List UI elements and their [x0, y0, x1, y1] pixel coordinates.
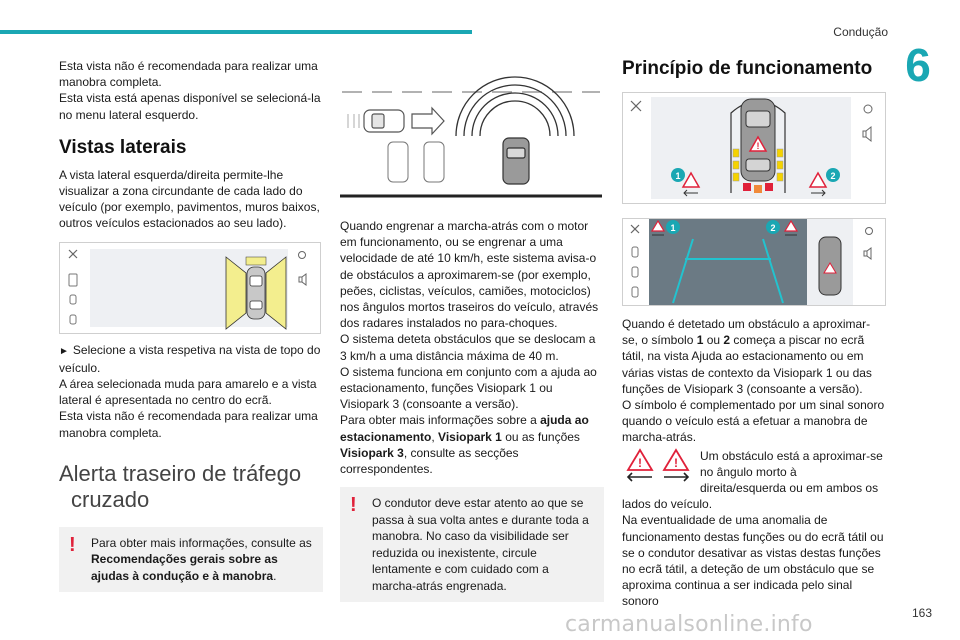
svg-text:!: !: [756, 141, 760, 151]
cross-traffic-illustration: [340, 62, 602, 202]
parked-car-1: [388, 142, 408, 182]
marker-1-badge-small: [666, 220, 680, 234]
marker-1-label-small: 1: [670, 223, 676, 233]
marker-2-label-small: 2: [770, 223, 776, 233]
marker-1-badge: [671, 168, 685, 182]
column-2-body: [340, 218, 604, 477]
cross-traffic-diagram: [340, 62, 602, 202]
after-text-2: Esta vista não é recomendada para realizar uma manobra completa.: [59, 409, 318, 440]
left-blind-spot-icon: [628, 450, 652, 481]
marker-1-label: 1: [675, 171, 681, 181]
warning-exclamation-icon: !: [69, 533, 76, 556]
intro-text-1: Esta vista não é recomendada para realizar uma manobra completa.: [59, 59, 318, 90]
chapter-number: 6: [905, 39, 931, 91]
car-top-view-small: [819, 237, 841, 295]
column-3-body: [622, 316, 886, 610]
marker-2-label: 2: [830, 171, 836, 181]
reversing-car: [503, 138, 529, 184]
column-1: [59, 58, 323, 592]
step-arrow-icon: ►: [59, 345, 69, 357]
svg-text:!: !: [638, 455, 642, 470]
lateral-views-text: A vista lateral esquerda/direita permite-lhe visualizar a zona circundante de cada lado do veículo (por exemplo, pavimentos, muros baixos, outros veículos estacionados ao seu lado).: [59, 167, 320, 231]
side-view-figure: [59, 242, 321, 334]
operating-principle-heading: Princípio de funcionamento: [622, 58, 873, 79]
column-3: [622, 58, 886, 610]
principle-para-1: Quando é detetado um obstáculo a aproximar-se, o símbolo 1 ou 2 começa a piscar no ecrã tátil, na vista Ajuda ao estacionamento ou em várias vistas de contexto da Visiopark 1 ou das funções de Visiopark 3 (consoante a versão).: [622, 317, 872, 396]
section-title: Condução: [833, 25, 888, 39]
side-view-screen: [60, 243, 320, 333]
after-text-1: A área selecionada muda para amarelo e a vista lateral é apresentada no centro do ecrã.: [59, 377, 317, 408]
lateral-views-heading: Vistas laterais: [59, 136, 187, 158]
parking-aid-screen-1: [622, 92, 886, 204]
moving-car: [364, 110, 404, 132]
page-number: 163: [912, 606, 933, 620]
icon-explanation: [622, 448, 886, 513]
principle-para-2: O símbolo é complementado por um sinal sonoro quando o veículo está a efetuar a manobra de marcha-atrás.: [622, 398, 885, 445]
intro-text-2: Esta vista está apenas disponível se selecioná-la no menu lateral esquerdo.: [59, 91, 321, 122]
watermark: carmanualsonline.info: [565, 612, 813, 637]
marker-2-badge: [826, 168, 840, 182]
driver-warning-note: ! O condutor deve estar atento ao que se passa à sua volta antes e durante toda a manobra. No caso da visibilidade ser reduzida ou inexistente, circule lentamente e com cuidado com a marcha-atrás engrenada.: [340, 487, 604, 602]
cross-traffic-heading: Alerta traseiro de tráfego cruzado: [59, 460, 302, 512]
cross-traffic-para-3: O sistema funciona em conjunto com a ajuda ao estacionamento, funções Visiopark 1 ou Visiopark 3 (consoante a versão).: [340, 364, 597, 412]
cross-traffic-para-2: O sistema deteta obstáculos que se deslocam a 3 km/h a uma distância máxima de 40 m.: [340, 332, 596, 363]
parked-car-2: [424, 142, 444, 182]
marker-2-badge-small: [766, 220, 780, 234]
right-blind-spot-icon: [664, 450, 688, 481]
step-instruction: ► Selecione a vista respetiva na vista de topo do veículo.: [59, 342, 321, 375]
info-note: ! Para obter mais informações, consulte as Recomendações gerais sobre as ajudas à condução e à manobra.: [59, 527, 323, 593]
header-accent-bar: [0, 30, 472, 34]
cross-traffic-para-4: Para obter mais informações sobre a ajuda ao estacionamento, Visiopark 1 ou as funções Visiopark 3, consulte as secções correspondentes.: [340, 413, 589, 477]
principle-para-3: Na eventualidade de uma anomalia de funcionamento destas funções ou do ecrã tátil ou se o condutor desativar as vistas destas funções no ecrã tátil, a deteção de um obstáculo que se aproxima continua a ser indicada pelo sinal sonoro: [622, 513, 884, 609]
warning-exclamation-icon: !: [350, 494, 357, 517]
icon-explanation-text: Um obstáculo está a aproximar-se no ângulo morto à direita/esquerda ou em ambos os lados do veículo.: [622, 448, 883, 512]
column-2: [340, 62, 604, 602]
car-top-view: [247, 267, 265, 319]
parking-aid-screen-2: [622, 218, 886, 306]
svg-text:!: !: [674, 455, 678, 470]
blind-spot-warning-icons: [622, 448, 694, 484]
cross-traffic-para-1: Quando engrenar a marcha-atrás com o motor em funcionamento, ou se engrenar a uma velocidade de até 10 km/h, este sistema avisa-o de obstáculos a aproximarem-se (por exemplo, peões, ciclistas, veículos, camiões, motociclos) nos ângulos mortos traseiros do veículo, através dos radares instalados no para-choques.: [340, 219, 599, 331]
